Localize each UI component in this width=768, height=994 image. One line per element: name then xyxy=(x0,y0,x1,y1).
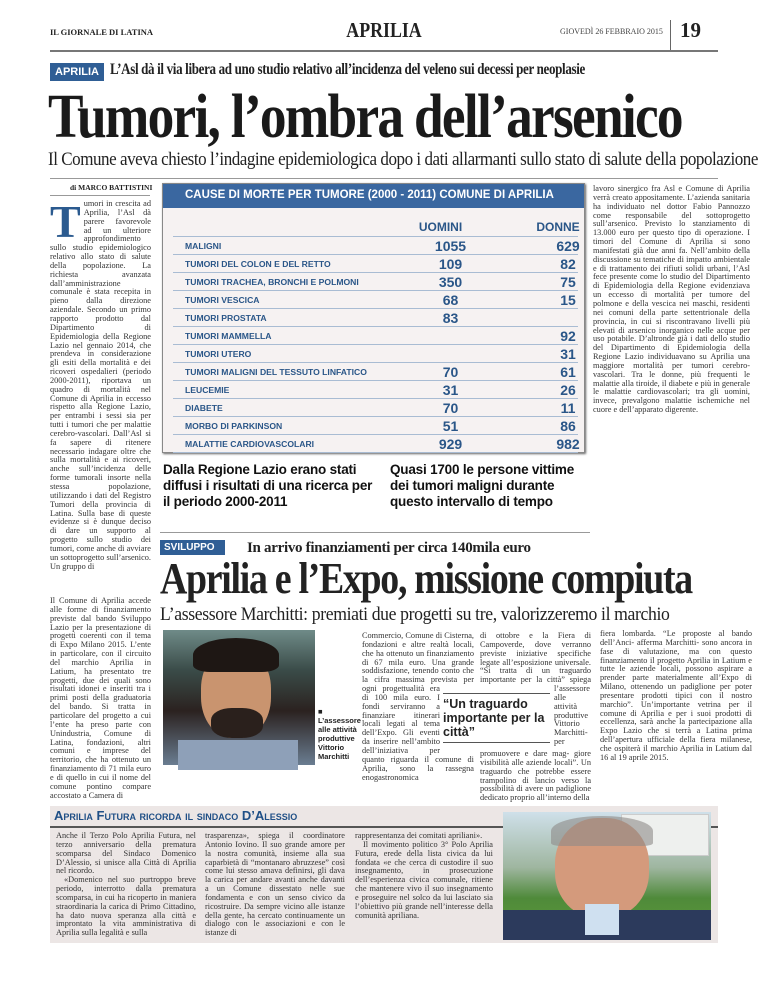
value-uomini: 929 xyxy=(438,436,463,452)
header-rule xyxy=(50,50,718,52)
photo-marchitti xyxy=(163,630,315,765)
article-column: fiera lombarda. “Le proposte al bando dell’Anci- afferma Marchitti- sono ancora in fase di valutazione, ma con questo finanziamento il progetto Aprilia in Latium e tutte le aziende locali, possono aspirare a prender parte materialmente all’Expo di Milano, ottenendo un padiglione per poter presentare prodotti tipici con il nostro marchio”. Un’importante vetrina per il comune di Aprilia e per i suoi prodotti di eccellenza, sarà anche la partecipazione alla Expo Lazio che si terrà a Latina prima dell’apertura ufficiale della fiera milanese, che ospiterà il marchio Aprilia in Latium dal 16 al 19 aprile 2015. xyxy=(600,629,752,762)
value-donne: 82 xyxy=(560,256,576,272)
subheadline: Il Comune aveva chiesto l’indagine epidemiologica dopo i dati allarmanti sullo stato di salute della popolazione xyxy=(48,150,758,170)
table-row xyxy=(173,327,578,345)
table-row xyxy=(173,237,578,255)
table-row xyxy=(173,399,578,417)
value-donne: 629 xyxy=(556,238,580,254)
row-label: MALATTIE CARDIOVASCOLARI xyxy=(185,439,315,449)
article-column: Commercio, Comune di Cisterna, fondazioni e altre realtà locali, che ha ottenuto un finanziamento di 67 mila euro. Una grande soddisfazione, tenendo conto che la cifra massima prevista per ogni progettualità era di 100 mila euro. I fondi serviranno a finanziare itinerari locali legati al tema dell’Expo. Gli eventi da inserire nell’ambito dell’iniziativa per quanto riguarda il comune di Aprilia, sono la rassegna enogastronomica xyxy=(362,631,474,782)
value-uomini: 109 xyxy=(438,256,463,272)
kicker: In arrivo finanziamenti per circa 140mila euro xyxy=(247,540,531,556)
article-column: Anche il Terzo Polo Aprilia Futura, nel terzo anniversario della prematura scomparsa del Sindaco Domenico D’Alessio, si unisce alla Città di Aprilia nel ricordo. «Domenico nel suo purtroppo breve periodo, interrotto dalla prematura scomparsa, in cui ha ricoperto in maniera straordinaria la carica di Primo Cittadino, ha dato nuova speranza alla città e improntato la vita amministrativa di Aprilia sulla legalità e sulla xyxy=(56,831,196,938)
column-header-donne: DONNE xyxy=(536,220,580,234)
table-row xyxy=(173,363,578,381)
memorial-box xyxy=(50,806,718,943)
article-column: trasparenza», spiega il coordinatore Antonio Iovino. Il suo grande amore per la nostra comunità, insieme alla sua caparbietà di “montanaro abruzzese” così come lui stesso amava definirsi, gli dava la carica per andare avanti anche davanti a un Comune dissestato nelle sue fondamenta e con un senso civico da ricostruire. Da sempre vicino alle istanze della gente, ha cercato continuamente un dialogo con le associazioni e con le istanze di xyxy=(205,831,345,938)
value-donne: 15 xyxy=(560,292,576,308)
value-donne: 75 xyxy=(560,274,576,290)
issue-date: GIOVEDÌ 26 FEBBRAIO 2015 xyxy=(560,27,663,36)
divider xyxy=(160,532,590,533)
table-row xyxy=(173,435,578,453)
paper-name: IL GIORNALE DI LATINA xyxy=(50,27,154,37)
article-column: rappresentanza dei comitati apriliani». Il movimento politico 3° Polo Aprilia Futura, erede della lista civica da lui fondata «e che cerca di custodire il suo insegnamento, in prosecuzione dell’esperienza civica comunale, ritiene che mantenere vivo il suo insegnamento e proseguire nel solco da lui lasciato sia l’obiettivo più grande nell’interesse della comunità apriliana. xyxy=(355,831,493,920)
value-donne: 982 xyxy=(556,436,580,452)
value-uomini: 1055 xyxy=(434,238,467,254)
section-tag: APRILIA xyxy=(50,63,104,81)
row-label: TUMORI UTERO xyxy=(185,349,252,359)
row-label: TUMORI PROSTATA xyxy=(185,313,267,323)
value-uomini: 70 xyxy=(442,364,459,380)
table-row xyxy=(173,255,578,273)
row-label: TUMORI DEL COLON E DEL RETTO xyxy=(185,259,331,269)
value-uomini: 83 xyxy=(442,310,459,326)
column-header-uomini: UOMINI xyxy=(418,220,463,234)
page-number: 19 xyxy=(680,18,701,42)
table-row xyxy=(173,417,578,435)
article-column: Il Comune di Aprilia accede alle forme di finanziamento previste dal bando Sviluppo Lazio per la presentazione di progetti coerenti con il tema di Expo Milano 2015. L’ente in particolare, con il circuito del marchio Aprilia in Latium, ha presentato tre progetti, due dei quali sono risultati idonei e inseriti tra i primi posti della graduatoria del bando. Si tratta in particolare del progetto a cui l’ente ha preso parte con Unindustria, Comune di Latina, fondazioni, altri comuni e imprese del territorio, che ha ottenuto un finanziamento di 71 mila euro e di quello in cui il nome del comune pontino compare accostato a Camera di xyxy=(50,596,151,800)
drop-cap: T xyxy=(50,196,81,247)
row-label: TUMORI MAMMELLA xyxy=(185,331,272,341)
row-label: TUMORI VESCICA xyxy=(185,295,260,305)
caption-left: Dalla Regione Lazio erano stati diffusi i risultati di una ricerca per il periodo 2000-2011 xyxy=(163,462,373,509)
value-uomini: 68 xyxy=(442,292,459,308)
table-title: CAUSE DI MORTE PER TUMORE (2000 - 2011) COMUNE DI APRILIA xyxy=(163,184,584,208)
row-label: DIABETE xyxy=(185,403,223,413)
value-donne: 86 xyxy=(560,418,576,434)
photo-caption: ■ L’assessore alle attività produttive Vittorio Marchitti xyxy=(318,707,361,761)
section-title: APRILIA xyxy=(346,18,422,42)
mortality-table xyxy=(162,183,585,453)
headline: Aprilia Futura ricorda il sindaco D’Alessio xyxy=(54,808,298,823)
value-uomini: 350 xyxy=(438,274,463,290)
value-donne: 11 xyxy=(560,400,576,416)
divider xyxy=(670,20,671,50)
article-column: Tumori in crescita ad Aprilia, l’Asl dà parere favorevole ad un ulteriore approfondimento sullo studio epidemiologico relativo allo stato di salute della popolazione. La richiesta avanzata dall’amministrazione comunale è stata recepita in pieno dalla direzione aziendale. Secondo un primo rapporto prodotto dal Dipartimento di Epidemiologia della Regione Lazio nel gennaio 2014, che prendeva in considerazione gli esiti della mortalità e dei ricoveri ospedalieri (periodo 2000-2011), riportava un quadro di mortalità nel Comune di Aprilia in eccesso rispetto alla Regione Lazio, per entrambi i sessi sia per tutti i tumori che per malattie cerebro-vascolari. Dall’Asl si fa sapere di ritenere necessario indagare oltre che sulla mortalità e ai ricoveri, anche sull’incidenza delle forme tumorali insorte nella stessa popolazione, utilizzando i dati del Registro Tumori della provincia di Latina. Sulla base di queste evidenze si è dunque deciso di dare un supporto al progetto sullo studio dei tumori, come anche di avviare un sottoprogetto sull’arsenico. Un gruppo di xyxy=(50,196,151,571)
caption-right: Quasi 1700 le persone vittime dei tumori maligni durante questo intervallo di tempo xyxy=(390,462,575,509)
value-uomini: 70 xyxy=(442,400,459,416)
table-row xyxy=(173,309,578,327)
article-column: lavoro sinergico fra Asl e Comune di Aprilia verrà creato appositamente. L’azienda sanitaria ha individuato nel dottor Fabio Pannozzo come responsabile del sottoprogetto sull’arsenico. Previsto lo stanziamento di 13.000 euro per questo tipo di operazione. I timori del Comune di Aprilia si sono manifestati già due anni fa. Nell’ambito della discussione su tematiche di impatto ambientale e di trattamento dei rifiuti solidi urbani, l’Asl fece presente come lo studio del Dipartimento di Epidemiologia della Regione evidenziava un eccesso di mortalità per tumore del polmone e della vescica nei maschi, residenti nei comuni della parte settentrionale della provincia, in cui si riscontravano livelli più elevati di arsenico inorganico nelle acque per uso potabile. D’altronde già i dati dello studio del Dipartimento di Epidemiologia della Regione Lazio individuavano su Aprilia una maggiore mortalità per tumori cerebro-vascolari. Tra le donne, più frequenti le malattie alla tiroide, il diabete e più in generale le malattie cardiovascolari; tra gli uomini, invece, prevalgono malattie ischemiche nel cuore e dell’apparato digerente. xyxy=(593,184,750,415)
row-label: MALIGNI xyxy=(185,241,222,251)
photo-dalessio xyxy=(503,812,711,935)
value-donne: 92 xyxy=(560,328,576,344)
value-donne: 61 xyxy=(560,364,576,380)
kicker: L’Asl dà il via libera ad uno studio relativo all’incidenza del veleno sui decessi per neoplasie xyxy=(110,61,585,78)
pull-quote: “Un traguardo importante per la città” xyxy=(443,693,550,743)
headline: Aprilia e l’Expo, missione compiuta xyxy=(160,554,692,603)
table-row xyxy=(173,291,578,309)
subheadline: L’assessore Marchitti: premiati due progetti su tre, valorizzeremo il marchio xyxy=(160,604,670,625)
row-label: TUMORI TRACHEA, BRONCHI E POLMONI xyxy=(185,277,359,287)
divider xyxy=(50,178,718,179)
value-donne: 26 xyxy=(560,382,576,398)
value-donne: 31 xyxy=(560,346,576,362)
value-uomini: 51 xyxy=(442,418,459,434)
table-row xyxy=(173,273,578,291)
value-uomini: 31 xyxy=(442,382,459,398)
article-column: di ottobre e la Fiera di Campoverde, dove verranno previste iniziative specifiche legate all’esposizione universale. “Si tratta di un traguardo importante per la città” spiega l’assessore alle attività produttive Vittorio Marchitti- per promuovere e dare mag- giore visibilità alle aziende locali”. Un traguardo che potrebbe essere trampolino di lancio verso la possibilità di avere un padiglione dedicato proprio all’interno della xyxy=(480,631,591,803)
headline: Tumori, l’ombra dell’arsenico xyxy=(48,83,682,151)
row-label: MORBO DI PARKINSON xyxy=(185,421,283,431)
byline: di MARCO BATTISTINI xyxy=(70,183,153,192)
table-row xyxy=(173,381,578,399)
row-label: LEUCEMIE xyxy=(185,385,230,395)
row-label: TUMORI MALIGNI DEL TESSUTO LINFATICO xyxy=(185,367,367,377)
section-tag: SVILUPPO xyxy=(160,540,225,555)
table-row xyxy=(173,345,578,363)
